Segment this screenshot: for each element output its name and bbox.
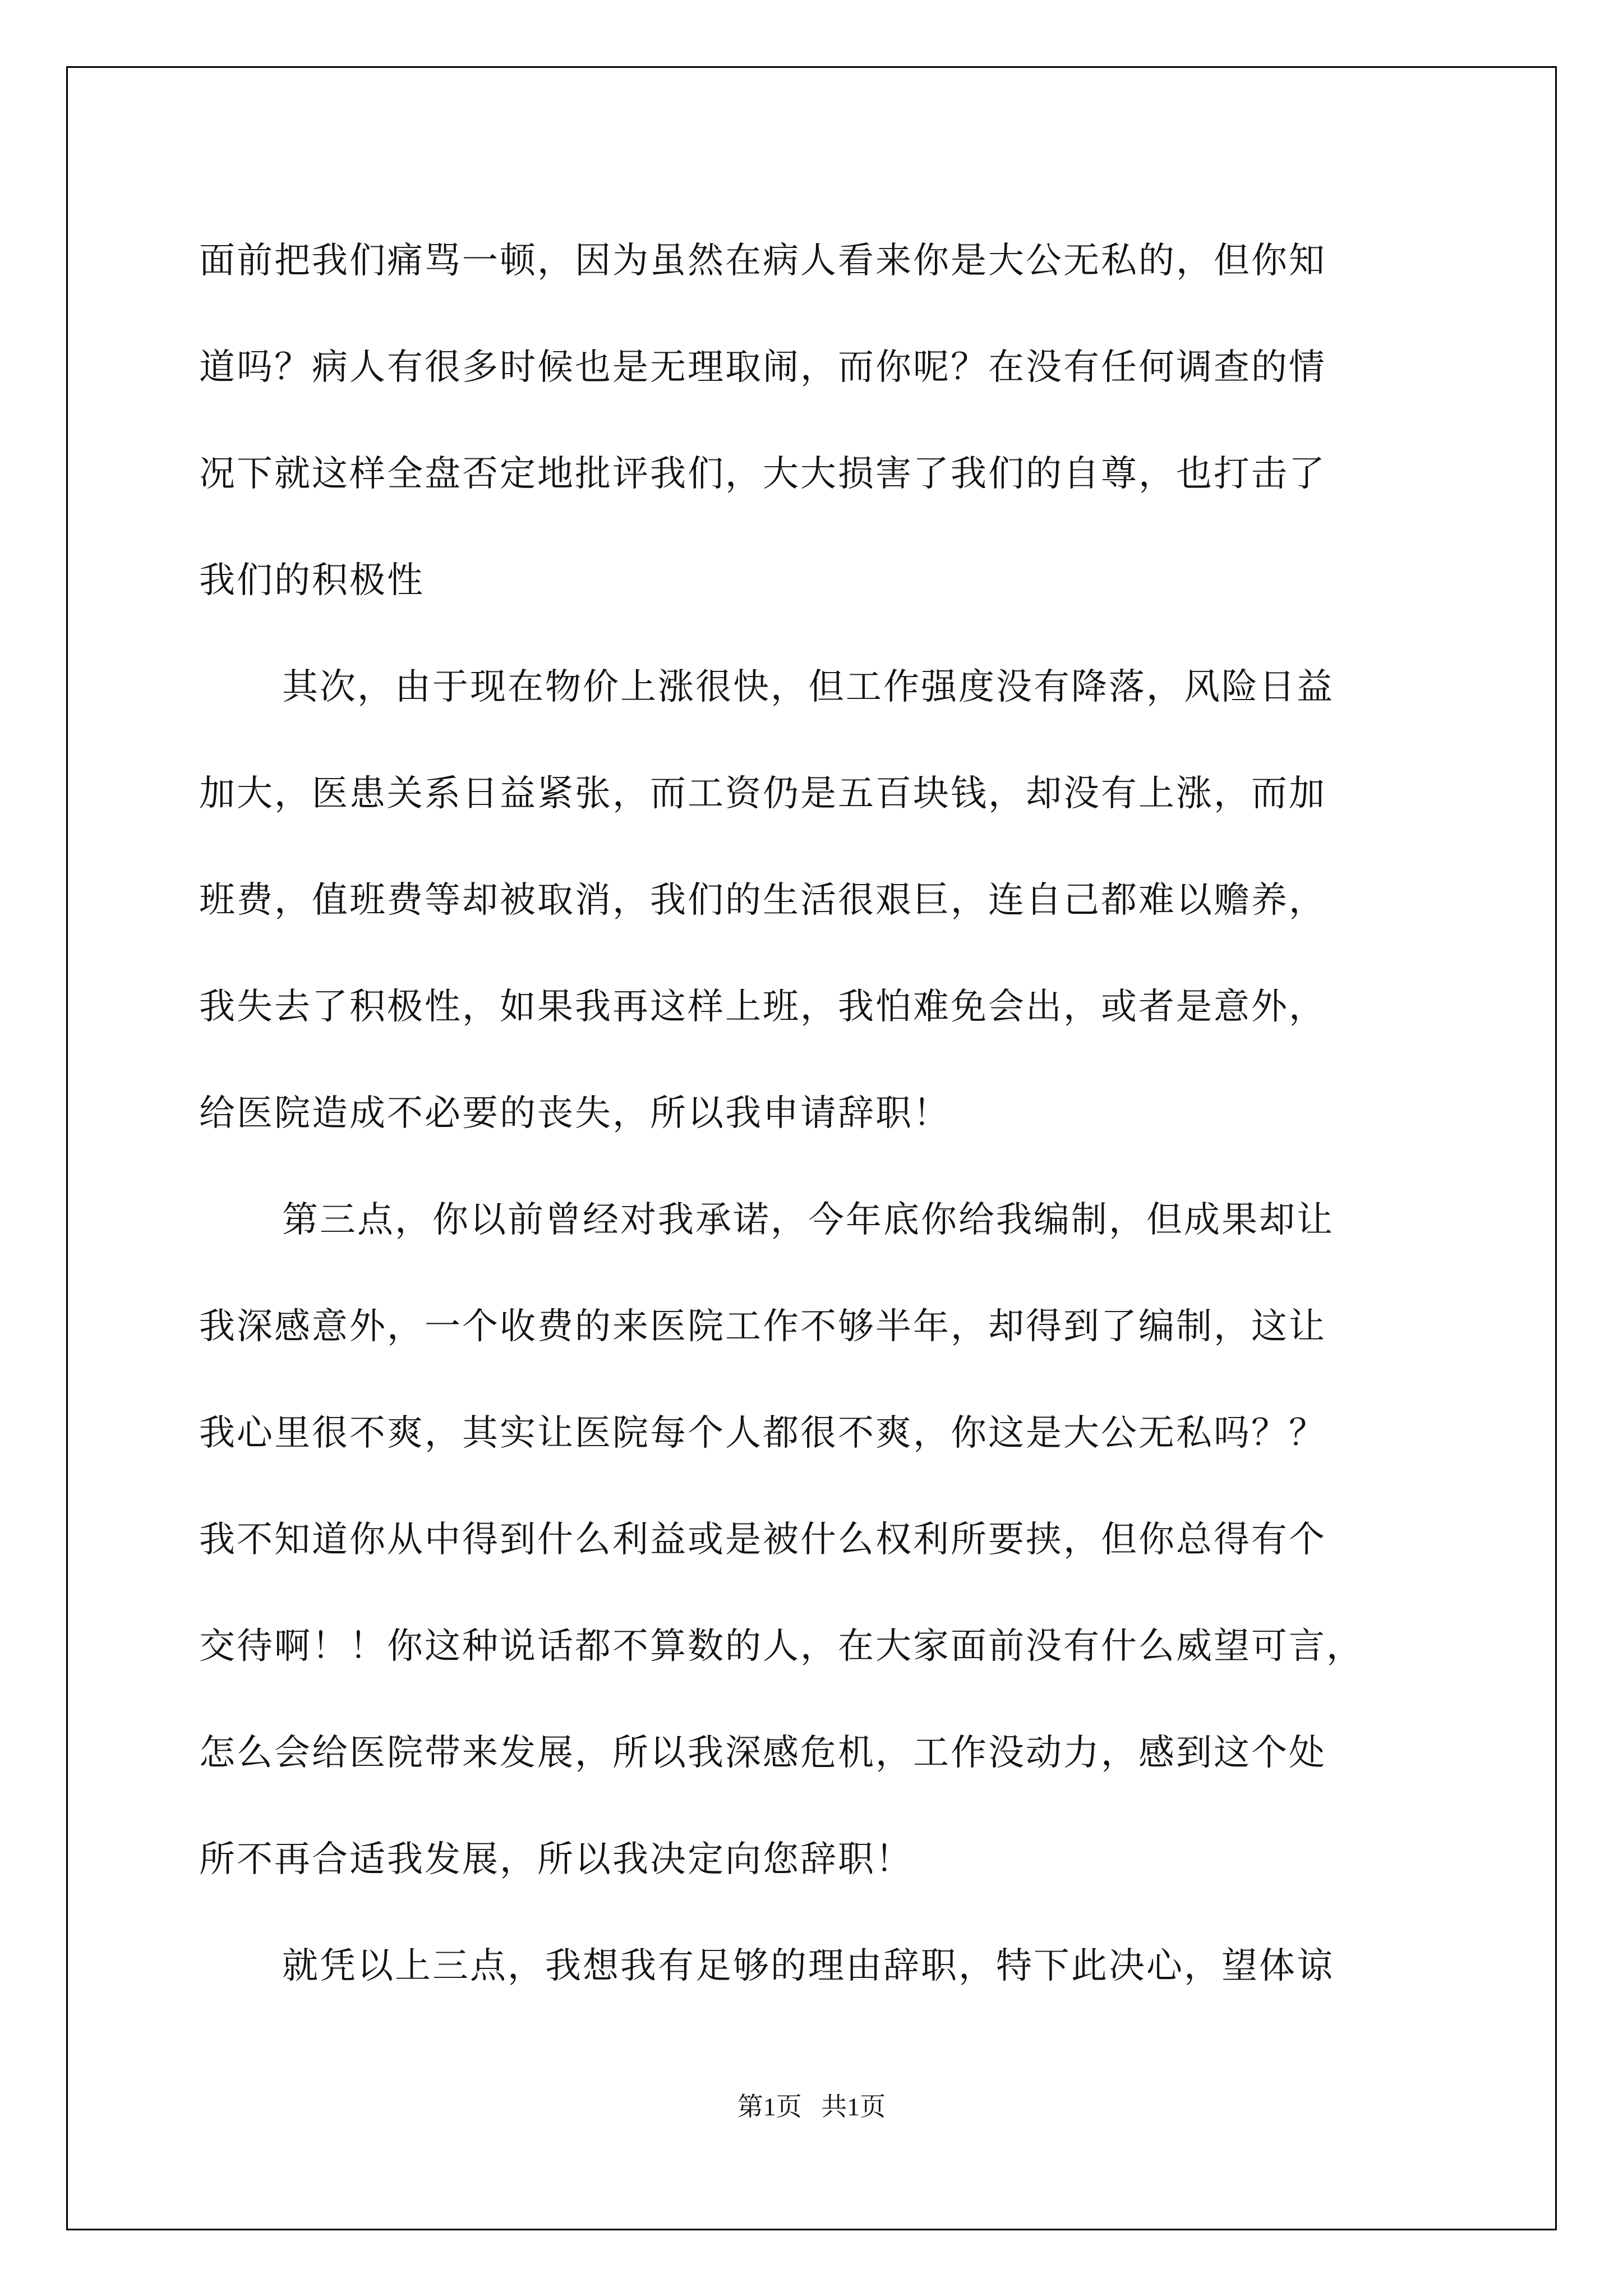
- text-line: 所不再合适我发展，所以我决定向您辞职！: [199, 1839, 913, 1880]
- text-line: 给医院造成不必要的丧失，所以我申请辞职！: [199, 1093, 951, 1134]
- page-footer: 第1页 共1页: [737, 2092, 886, 2121]
- text-line: 我失去了积极性，如果我再这样上班，我怕难免会出，或者是意外，: [199, 986, 1326, 1028]
- text-line: 怎么会给医院带来发展，所以我深感危机，工作没动力，感到这个处: [199, 1732, 1326, 1774]
- text-line: 我心里很不爽，其实让医院每个人都很不爽，你这是大公无私吗？？: [199, 1412, 1326, 1454]
- text-line: 第三点，你以前曾经对我承诺，今年底你给我编制，但成果却让: [282, 1199, 1334, 1241]
- text-line: 况下就这样全盘否定地批评我们，大大损害了我们的自尊，也打击了: [199, 453, 1326, 495]
- text-line: 我不知道你从中得到什么利益或是被什么权利所要挟，但你总得有个: [199, 1519, 1326, 1561]
- text-line: 我们的积极性: [199, 560, 425, 601]
- text-line: 其次，由于现在物价上涨很快，但工作强度没有降落，风险日益: [282, 666, 1334, 708]
- text-line: 班费，值班费等却被取消，我们的生活很艰巨，连自己都难以赡养，: [199, 880, 1326, 921]
- text-line: 加大，医患关系日益紧张，而工资仍是五百块钱，却没有上涨，而加: [199, 773, 1326, 815]
- text-line: 面前把我们痛骂一顿，因为虽然在病人看来你是大公无私的，但你知: [199, 240, 1326, 282]
- document-body: [199, 208, 1441, 2019]
- text-line: 就凭以上三点，我想我有足够的理由辞职，特下此决心，望体谅: [282, 1945, 1334, 1987]
- text-line: 道吗？病人有很多时候也是无理取闹，而你呢？在没有任何调查的情: [199, 347, 1326, 388]
- text-line: 交待啊！！你这种说话都不算数的人，在大家面前没有什么威望可言，: [199, 1626, 1364, 1667]
- text-line: 我深感意外，一个收费的来医院工作不够半年，却得到了编制，这让: [199, 1306, 1326, 1347]
